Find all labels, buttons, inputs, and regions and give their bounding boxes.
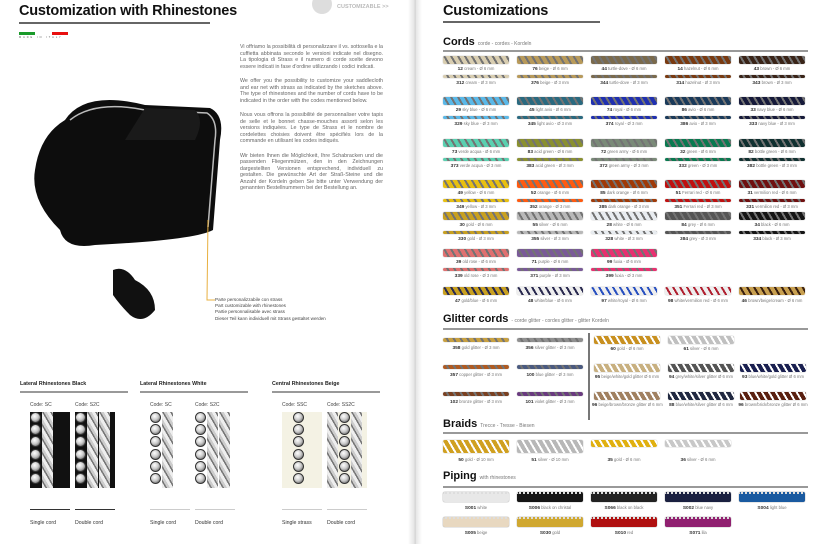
rhinestone-icon bbox=[339, 473, 350, 484]
cord-swatch-3mm bbox=[517, 75, 583, 78]
cord-swatch-6mm bbox=[517, 139, 583, 147]
cord-label: 339 old rose - Ø 3 mm bbox=[454, 273, 498, 279]
cord-label: 99 fuxia - Ø 6 mm bbox=[607, 259, 641, 265]
rhinestone-icon bbox=[195, 412, 206, 423]
cord-swatch-6mm bbox=[739, 180, 805, 188]
braid-label: 50 gold - Ø 10 mm bbox=[458, 457, 494, 463]
glitter-cord-swatch bbox=[668, 336, 734, 344]
cord-label: 97 white/royal - Ø 6 mm bbox=[601, 298, 647, 304]
description bbox=[240, 44, 383, 200]
piping-swatch bbox=[443, 492, 509, 502]
cord-swatch-3mm bbox=[665, 231, 731, 234]
flag-red bbox=[52, 32, 68, 35]
code-label: Code: SC bbox=[150, 402, 172, 408]
cord-swatch-6mm bbox=[517, 56, 583, 64]
braids-subtitle: Trecce - Tresse - Biesen bbox=[480, 423, 535, 429]
braids-heading bbox=[443, 418, 535, 430]
flag-green bbox=[19, 32, 35, 35]
cord-icon bbox=[351, 412, 362, 488]
cord-icon bbox=[327, 412, 338, 488]
cord-section-diagram bbox=[195, 498, 235, 510]
cord-label: 72 green army - Ø 6 mm bbox=[600, 149, 648, 155]
glitter-label: 93 blue/white/gold glitter Ø 6 mm bbox=[742, 374, 804, 380]
cord-swatch-3mm bbox=[591, 116, 657, 119]
cord-swatch-3mm bbox=[443, 158, 509, 161]
cord-swatch-3mm bbox=[591, 268, 657, 271]
caption-it: Parte personalizzabile con strass bbox=[215, 297, 283, 302]
rhinestone-illustration bbox=[75, 412, 115, 488]
cord-swatch-6mm bbox=[443, 56, 509, 64]
braids-title: Braids bbox=[443, 418, 478, 430]
cord-label: 374 royal - Ø 3 mm bbox=[605, 121, 643, 127]
cord-label: 30 gold - Ø 6 mm bbox=[459, 222, 493, 228]
rhinestone-icon bbox=[75, 424, 86, 435]
glitter-label: 95 beige/white/gold glitter Ø 6 mm bbox=[594, 374, 660, 380]
cord-label: 349 yellow - Ø 3 mm bbox=[456, 204, 496, 210]
cord-label: 383 acid green - Ø 3 mm bbox=[526, 163, 574, 169]
rhinestone-icon bbox=[30, 424, 41, 435]
cord-swatch-3mm bbox=[665, 199, 731, 202]
page-gutter bbox=[408, 0, 422, 544]
bicolor-cord-swatch bbox=[517, 287, 583, 295]
glitter-label: 102 bronze glitter - Ø 3 mm bbox=[450, 399, 502, 405]
rhinestone-icon bbox=[150, 436, 161, 447]
cord-swatch-3mm bbox=[591, 75, 657, 78]
cord-label: 76 beige - Ø 6 mm bbox=[532, 66, 568, 72]
cord-swatch-3mm bbox=[665, 75, 731, 78]
rhinestone-icon bbox=[195, 461, 206, 472]
cord-type-label: Double cord bbox=[195, 520, 223, 526]
cord-swatch-6mm bbox=[591, 139, 657, 147]
piping-label: S005 beige bbox=[464, 530, 488, 536]
cord-type-label: Single strass bbox=[282, 520, 312, 526]
cord-swatch-6mm bbox=[443, 212, 509, 220]
cord-label: 28 white - Ø 6 mm bbox=[606, 222, 642, 228]
cord-type-label: Double cord bbox=[75, 520, 103, 526]
customizable-link[interactable]: CUSTOMIZABLE >> bbox=[337, 4, 389, 10]
cord-label: 344 turtle-dove - Ø 3 mm bbox=[600, 80, 648, 86]
cord-label: 52 orange - Ø 6 mm bbox=[530, 190, 570, 196]
cord-swatch-6mm bbox=[739, 97, 805, 105]
cord-label: 399 fuxia - Ø 3 mm bbox=[605, 273, 643, 279]
rhinestone-column bbox=[195, 412, 206, 488]
cord-swatch-3mm bbox=[517, 158, 583, 161]
cord-label: 12 cream - Ø 6 mm bbox=[457, 66, 495, 72]
cord-section-diagram bbox=[75, 498, 115, 510]
cord-label: 34 black - Ø 6 mm bbox=[754, 222, 790, 228]
code-label: Code: SC bbox=[30, 402, 52, 408]
spacer bbox=[282, 412, 292, 488]
cord-label: 343 brown - Ø 3 mm bbox=[752, 80, 792, 86]
glitter-cord-swatch bbox=[443, 392, 509, 396]
braid-label: 36 silver - Ø 6 mm bbox=[680, 457, 716, 463]
code-label: Code: SS2C bbox=[327, 402, 355, 408]
braid-label: 51 silver - Ø 10 mm bbox=[531, 457, 569, 463]
glitter-cord-swatch bbox=[594, 364, 660, 372]
code-label: Code: SSC bbox=[282, 402, 308, 408]
cord-label: 46 brown/beige/cream - Ø 6 mm bbox=[741, 298, 803, 304]
glitter-cord-swatch bbox=[594, 392, 660, 400]
cord-label: 352 orange - Ø 3 mm bbox=[529, 204, 571, 210]
cord-swatch-3mm bbox=[739, 199, 805, 202]
glitter-label: 100 blue glitter - Ø 3 mm bbox=[526, 372, 574, 378]
piping-label: S001 white bbox=[464, 505, 488, 511]
cord-swatch-6mm bbox=[517, 212, 583, 220]
cord-swatch-6mm bbox=[665, 212, 731, 220]
glitter-label: 101 violet glitter - Ø 3 mm bbox=[525, 399, 575, 405]
cord-section-diagram bbox=[150, 498, 190, 510]
section-rule bbox=[272, 391, 380, 393]
cord-type-label: Single cord bbox=[150, 520, 176, 526]
cord-label: 384 grey - Ø 3 mm bbox=[680, 236, 716, 242]
cord-label: 386 avio - Ø 3 mm bbox=[680, 121, 716, 127]
rhinestone-icon bbox=[75, 473, 86, 484]
piping-swatch bbox=[591, 517, 657, 527]
rhinestone-illustration bbox=[282, 412, 322, 488]
rhinestone-icon bbox=[195, 424, 206, 435]
cord-icon bbox=[42, 412, 53, 488]
piping-label: S071 lila bbox=[689, 530, 707, 536]
cord-label: 71 purple - Ø 6 mm bbox=[531, 259, 569, 265]
piping-label: S030 gold bbox=[539, 530, 561, 536]
rhinestone-column bbox=[30, 412, 41, 488]
piping-swatch bbox=[739, 492, 805, 502]
page-title: Customization with Rhinestones bbox=[19, 3, 237, 19]
code-label: Code: S2C bbox=[195, 402, 220, 408]
section-title: Central Rhinestones Beige bbox=[272, 381, 340, 387]
piping-label: S006 black on christal bbox=[528, 505, 572, 511]
glitter-cord-swatch bbox=[517, 365, 583, 369]
piping-title: Piping bbox=[443, 470, 477, 482]
glitter-subtitle: - corde glitter - cordes glitter - glitter Kordeln bbox=[511, 318, 609, 324]
cord-swatch-6mm bbox=[739, 139, 805, 147]
cords-title: Cords bbox=[443, 36, 475, 48]
cord-label: 345 light avio - Ø 3 mm bbox=[527, 121, 573, 127]
saddlecloth-illustration bbox=[25, 80, 225, 340]
code-label: Code: S2C bbox=[75, 402, 100, 408]
glitter-cord-swatch bbox=[517, 338, 583, 342]
piping-swatch bbox=[443, 517, 509, 527]
cord-swatch-6mm bbox=[591, 56, 657, 64]
cord-label: 373 verde acqua - Ø 3 mm bbox=[450, 163, 502, 169]
cord-swatch-6mm bbox=[517, 97, 583, 105]
cord-label: 385 dark orange - Ø 3 mm bbox=[598, 204, 650, 210]
glitter-heading bbox=[443, 313, 609, 325]
rhinestone-icon bbox=[293, 473, 304, 484]
cords-rule bbox=[443, 50, 808, 52]
cord-label: 14 hazelnut - Ø 6 mm bbox=[677, 66, 719, 72]
braid-swatch bbox=[591, 440, 657, 447]
cord-swatch-3mm bbox=[665, 158, 731, 161]
rhinestone-icon bbox=[150, 412, 161, 423]
paragraph-it: Vi offriamo la possibilità di personalizzare il vs. sottosella e la cuffietta abbinata secondo le versioni indicate nel disegno. La tipologia di Strass e il numero di corde scelte devono essere indicati in fase d'ordine utilizzando i codici indicati. bbox=[240, 44, 383, 70]
rhinestone-icon bbox=[75, 436, 86, 447]
cord-icon bbox=[87, 412, 98, 488]
rhinestone-icon bbox=[30, 473, 41, 484]
cord-label: 32 green - Ø 6 mm bbox=[680, 149, 716, 155]
cord-label: 372 green army - Ø 3 mm bbox=[599, 163, 649, 169]
glitter-label: 357 copper glitter - Ø 3 mm bbox=[450, 372, 502, 378]
cord-label: 314 hazelnut - Ø 3 mm bbox=[676, 80, 720, 86]
cord-swatch-6mm bbox=[591, 249, 657, 257]
rhinestone-illustration bbox=[327, 412, 367, 488]
cord-label: 331 vermilion red - Ø 3 mm bbox=[746, 204, 798, 210]
cord-section-diagram bbox=[30, 498, 70, 510]
paragraph-de: Wir bieten Ihnen die Möglichkeit, Ihre Schabracken und die passenden Fliegenmützen, den in den Zeichnungen dargestellten Versionen entsprechend, individuell zu gestalten. Die gewünschte Art der Straß-Steine und die Anzahl der Kordeln geben Sie bitte unter Verwendung der genannten Bestellnummern bei der Bestellung an. bbox=[240, 152, 383, 191]
glitter-label: 356 silver glitter - Ø 3 mm bbox=[525, 345, 575, 351]
piping-swatch bbox=[665, 492, 731, 502]
cord-label: 86 avio - Ø 6 mm bbox=[681, 107, 715, 113]
cord-label: 39 old rose - Ø 6 mm bbox=[455, 259, 496, 265]
cord-swatch-3mm bbox=[591, 158, 657, 161]
rhinestone-icon bbox=[195, 449, 206, 460]
cord-swatch-6mm bbox=[591, 180, 657, 188]
cord-label: 312 cream - Ø 3 mm bbox=[456, 80, 496, 86]
braids-rule bbox=[443, 432, 808, 434]
cord-label: 29 sky blue - Ø 6 mm bbox=[455, 107, 497, 113]
cord-swatch-6mm bbox=[665, 139, 731, 147]
braid-swatch bbox=[517, 440, 583, 453]
cords-subtitle: corde - cordes - Kordeln bbox=[477, 41, 532, 47]
cord-swatch-3mm bbox=[665, 116, 731, 119]
rhinestone-icon bbox=[293, 461, 304, 472]
rhinestone-icon bbox=[150, 449, 161, 460]
cord-swatch-6mm bbox=[517, 249, 583, 257]
caption-en: Part customizable with rhinestones bbox=[215, 303, 286, 309]
cord-label: 84 grey - Ø 6 mm bbox=[681, 222, 715, 228]
cord-swatch-3mm bbox=[443, 231, 509, 234]
cord-swatch-6mm bbox=[517, 180, 583, 188]
cord-label: 51 Ferrari red - Ø 6 mm bbox=[675, 190, 721, 196]
glitter-cord-swatch bbox=[594, 336, 660, 344]
glitter-cord-swatch bbox=[443, 365, 509, 369]
customizations-rule bbox=[443, 21, 600, 23]
cord-swatch-3mm bbox=[739, 158, 805, 161]
cord-label: 328 white - Ø 3 mm bbox=[605, 236, 643, 242]
rhinestone-icon bbox=[150, 461, 161, 472]
cord-label: 330 gold - Ø 3 mm bbox=[458, 236, 494, 242]
glitter-divider bbox=[588, 333, 590, 420]
rhinestone-icon bbox=[75, 412, 86, 423]
cord-label: 48 white/blue - Ø 6 mm bbox=[528, 298, 572, 304]
piping-label: S066 black on black bbox=[604, 505, 644, 511]
cord-swatch-3mm bbox=[591, 231, 657, 234]
cord-label: 74 royal - Ø 6 mm bbox=[606, 107, 642, 113]
rhinestone-icon bbox=[150, 473, 161, 484]
cord-icon bbox=[99, 412, 110, 488]
glitter-cord-swatch bbox=[740, 392, 806, 400]
rhinestone-icon bbox=[293, 412, 304, 423]
rhinestone-illustration bbox=[30, 412, 70, 488]
rhinestone-column bbox=[293, 412, 304, 488]
rhinestone-illustration bbox=[150, 412, 190, 488]
customizations-title: Customizations bbox=[443, 3, 549, 19]
glitter-rule bbox=[443, 328, 808, 330]
cord-label: 371 purple - Ø 3 mm bbox=[530, 273, 570, 279]
rhinestone-icon bbox=[30, 461, 41, 472]
bicolor-cord-swatch bbox=[739, 287, 805, 295]
cord-label: 85 dark orange - Ø 6 mm bbox=[600, 190, 648, 196]
glitter-label: 96 brown/brick/bronze glitter Ø 6 mm bbox=[738, 402, 808, 408]
cord-label: 44 turtle-dove - Ø 6 mm bbox=[601, 66, 647, 72]
cord-icon bbox=[162, 412, 173, 488]
braid-label: 35 gold - Ø 6 mm bbox=[607, 457, 641, 463]
piping-swatch bbox=[517, 492, 583, 502]
paragraph-fr: Nous vous offrons la possibilité de personnaliser votre tapis de selle et le bonnet chasse-mouches assorti selon les versions indiquées. Le type de Strass et le nombre de cordelettes choisies doivent être spécifiés lors de la commande en utilisant les codes indiqués. bbox=[240, 112, 383, 144]
rhinestone-icon bbox=[339, 436, 350, 447]
cord-label: 376 beige - Ø 3 mm bbox=[530, 80, 570, 86]
cord-swatch-6mm bbox=[443, 139, 509, 147]
glitter-cord-swatch bbox=[517, 392, 583, 396]
section-rule bbox=[140, 391, 248, 393]
glitter-title: Glitter cords bbox=[443, 313, 509, 325]
cord-swatch-6mm bbox=[665, 56, 731, 64]
cord-label: 43 brown - Ø 6 mm bbox=[753, 66, 791, 72]
bicolor-cord-swatch bbox=[443, 287, 509, 295]
cord-icon bbox=[219, 412, 230, 488]
cord-label: 33 navy blue - Ø 6 mm bbox=[750, 107, 794, 113]
cord-label: 355 silver - Ø 3 mm bbox=[531, 236, 569, 242]
cord-swatch-3mm bbox=[517, 199, 583, 202]
rhinestone-illustration bbox=[195, 412, 235, 488]
rhinestone-icon bbox=[339, 461, 350, 472]
cord-swatch-6mm bbox=[443, 249, 509, 257]
bicolor-cord-swatch bbox=[665, 287, 731, 295]
cord-label: 73 verde acqua - Ø 6 mm bbox=[451, 149, 501, 155]
rhinestone-icon bbox=[339, 412, 350, 423]
piping-swatch bbox=[591, 492, 657, 502]
rhinestone-icon bbox=[30, 449, 41, 460]
cord-swatch-3mm bbox=[591, 199, 657, 202]
cord-swatch-3mm bbox=[443, 116, 509, 119]
cord-swatch-3mm bbox=[739, 116, 805, 119]
section-title: Lateral Rhinestones White bbox=[140, 381, 207, 387]
glitter-label: 61 silver - Ø 6 mm bbox=[683, 346, 719, 352]
braid-swatch bbox=[665, 440, 731, 447]
cord-section-diagram bbox=[327, 498, 367, 510]
cord-icon bbox=[207, 412, 218, 488]
bicolor-cord-swatch bbox=[591, 287, 657, 295]
piping-label: S010 red bbox=[614, 530, 634, 536]
glitter-label: 94 grey/white/silver glitter Ø 6 mm bbox=[669, 374, 733, 380]
rhinestone-icon bbox=[30, 412, 41, 423]
cord-swatch-6mm bbox=[443, 97, 509, 105]
cord-label: 82 bottle green - Ø 6 mm bbox=[748, 149, 796, 155]
piping-swatch bbox=[665, 517, 731, 527]
cord-label: 329 sky blue - Ø 3 mm bbox=[454, 121, 498, 127]
cord-type-label: Single cord bbox=[30, 520, 56, 526]
cord-swatch-3mm bbox=[443, 199, 509, 202]
caption-fr: Partie personnalisable avec strass bbox=[215, 309, 285, 315]
braid-swatch bbox=[443, 440, 509, 453]
rhinestone-icon bbox=[339, 449, 350, 460]
cord-swatch-3mm bbox=[443, 75, 509, 78]
cord-label: 333 navy blue - Ø 3 mm bbox=[749, 121, 795, 127]
glitter-label: 96 beige/brown/bronze glitter Ø 6 mm bbox=[592, 402, 663, 408]
rhinestone-icon bbox=[195, 436, 206, 447]
cord-type-label: Double cord bbox=[327, 520, 355, 526]
caption-de: Dieser Teil kann individuell mit Strass gestaltet werden bbox=[215, 315, 326, 321]
cord-swatch-3mm bbox=[517, 268, 583, 271]
glitter-label: 88 blue/white/silver glitter Ø 6 mm bbox=[669, 402, 733, 408]
piping-subtitle: with rhinestones bbox=[479, 475, 516, 481]
cords-heading bbox=[443, 36, 531, 48]
cord-label: 332 green - Ø 3 mm bbox=[678, 163, 718, 169]
rhinestone-icon bbox=[293, 424, 304, 435]
cord-label: 98 white/vermilion red - Ø 6 mm bbox=[667, 298, 729, 304]
section-rule bbox=[20, 391, 128, 393]
glitter-label: 358 gold glitter - Ø 3 mm bbox=[452, 345, 500, 351]
paragraph-en: We offer you the possibility to customize your saddlecloth and ear net with strass as indicated by the sketches above. The type of rhinestones and the number of cords have to be indicated in the order with the codes mentioned below. bbox=[240, 78, 383, 104]
cord-section-diagram bbox=[282, 498, 322, 510]
customizable-caption bbox=[215, 297, 326, 322]
rhinestone-icon bbox=[75, 461, 86, 472]
made-in-italy: MADE IN ITALY bbox=[19, 36, 63, 39]
rhinestone-icon bbox=[150, 424, 161, 435]
cord-label: 351 Ferrari red - Ø 3 mm bbox=[674, 204, 722, 210]
cord-swatch-3mm bbox=[517, 231, 583, 234]
glitter-cord-swatch bbox=[740, 364, 806, 372]
rhinestone-icon bbox=[293, 449, 304, 460]
rhinestone-icon bbox=[75, 449, 86, 460]
cord-label: 334 black - Ø 3 mm bbox=[753, 236, 791, 242]
glitter-cord-swatch bbox=[668, 392, 734, 400]
cord-swatch-3mm bbox=[443, 268, 509, 271]
cord-swatch-3mm bbox=[739, 75, 805, 78]
section-title: Lateral Rhinestones Black bbox=[20, 381, 87, 387]
piping-rule bbox=[443, 486, 808, 488]
cord-label: 47 gold/blue - Ø 6 mm bbox=[454, 298, 498, 304]
rhinestone-column bbox=[339, 412, 350, 488]
rhinestone-icon bbox=[30, 436, 41, 447]
glitter-cord-swatch bbox=[668, 364, 734, 372]
cord-swatch-3mm bbox=[739, 231, 805, 234]
cord-label: 49 yellow - Ø 6 mm bbox=[457, 190, 495, 196]
cord-label: 31 vermilion red - Ø 6 mm bbox=[747, 190, 797, 196]
cord-swatch-3mm bbox=[517, 116, 583, 119]
cord-label: 83 acid green - Ø 6 mm bbox=[527, 149, 573, 155]
rhinestone-icon bbox=[293, 436, 304, 447]
rhinestone-column bbox=[75, 412, 86, 488]
piping-heading bbox=[443, 470, 516, 482]
rhinestone-icon bbox=[195, 473, 206, 484]
cord-swatch-6mm bbox=[665, 180, 731, 188]
rhinestone-icon bbox=[339, 424, 350, 435]
cord-swatch-6mm bbox=[665, 97, 731, 105]
cord-swatch-6mm bbox=[443, 180, 509, 188]
cord-swatch-6mm bbox=[591, 212, 657, 220]
cord-label: 382 bottle green - Ø 3 mm bbox=[747, 163, 797, 169]
cord-label: 55 silver - Ø 6 mm bbox=[532, 222, 568, 228]
cord-swatch-6mm bbox=[739, 212, 805, 220]
cord-swatch-6mm bbox=[591, 97, 657, 105]
glitter-cord-swatch bbox=[443, 338, 509, 342]
title-rule bbox=[19, 22, 210, 24]
piping-label: S002 blue navy bbox=[682, 505, 714, 511]
cord-label: 45 light avio - Ø 6 mm bbox=[529, 107, 571, 113]
cord-swatch-6mm bbox=[739, 56, 805, 64]
rhinestone-column bbox=[150, 412, 161, 488]
customizable-logo-icon bbox=[312, 0, 332, 14]
piping-label: S004 light blue bbox=[757, 505, 787, 511]
glitter-label: 60 gold - Ø 6 mm bbox=[610, 346, 644, 352]
piping-swatch bbox=[517, 517, 583, 527]
